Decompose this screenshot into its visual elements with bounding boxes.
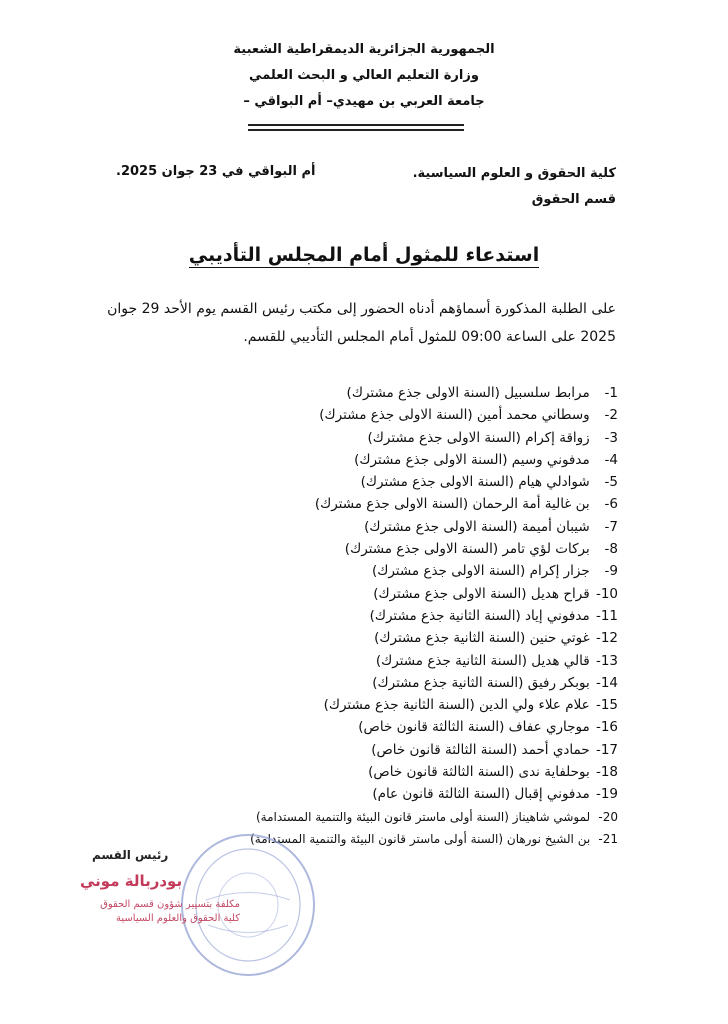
- list-item: 4- مدفوني وسيم (السنة الاولى جذع مشترك): [354, 451, 618, 468]
- body-line-1: على الطلبة المذكورة أسماؤهم أدناه الحضور إلى مكتب رئيس القسم يوم الأحد 29 جوان: [107, 301, 616, 317]
- header-rule-top: [248, 124, 464, 126]
- header-rule-bottom: [248, 129, 464, 131]
- signature-name: بودربالة موني: [80, 872, 183, 890]
- list-item: 11- مدفوني إياد (السنة الثانية جذع مشترك): [369, 607, 618, 624]
- list-item: 12- غوتي حنين (السنة الثانية جذع مشترك): [374, 630, 618, 647]
- list-item: 16- موجاري عفاف (السنة الثالثة قانون خاص): [358, 719, 618, 736]
- faculty-name: كلية الحقوق و العلوم السياسية.: [412, 166, 616, 181]
- signature-stamp-line-1: مكلفة بتسيير شؤون قسم الحقوق: [100, 899, 240, 910]
- body-line-2: 2025 على الساعة 09:00 للمثول أمام المجلس التأديبي للقسم.: [243, 329, 616, 345]
- list-item: 14- بوبكر رفيق (السنة الثانية جذع مشترك): [372, 674, 618, 691]
- list-item: 5- شوادلي هيام (السنة الاولى جذع مشترك): [360, 474, 618, 491]
- list-item: 17- حمادي أحمد (السنة الثالثة قانون خاص): [371, 741, 618, 758]
- list-item: 3- زواقة إكرام (السنة الاولى جذع مشترك): [367, 429, 618, 446]
- document-title-text: استدعاء للمثول أمام المجلس التأديبي: [188, 244, 540, 266]
- list-item: 10- قراح هديل (السنة الاولى جذع مشترك): [373, 585, 618, 602]
- header-ministry: وزارة التعليم العالي و البحث العلمي: [249, 68, 479, 83]
- list-item: 9- جزار إكرام (السنة الاولى جذع مشترك): [371, 563, 618, 580]
- list-item: 18- بوحلفاية ندى (السنة الثالثة قانون خاص): [368, 764, 618, 781]
- list-item: 6- بن غالية أمة الرحمان (السنة الاولى جذع مشترك): [314, 496, 618, 513]
- document-title: [0, 244, 728, 266]
- department-name: قسم الحقوق: [531, 192, 616, 207]
- signature-stamp-text: [40, 898, 240, 926]
- document-date: أم البواقي في 23 جوان 2025.: [116, 164, 316, 179]
- list-item: 15- علام علاء ولي الدين (السنة الثانية جذع مشترك): [323, 697, 618, 714]
- list-item: 21- بن الشيخ نورهان (السنة أولى ماستر قانون البيئة والتنمية المستدامة): [250, 831, 618, 846]
- signature-title: رئيس القسم: [92, 848, 169, 862]
- list-item: 13- قالي هديل (السنة الثانية جذع مشترك): [375, 652, 618, 669]
- list-item: 8- بركات لؤي تامر (السنة الاولى جذع مشترك): [344, 541, 618, 558]
- list-item: 19- مدفوني إقبال (السنة الثالثة قانون عام): [372, 786, 618, 803]
- list-item: 7- شيبان أميمة (السنة الاولى جذع مشترك): [364, 518, 618, 535]
- header-republic: الجمهورية الجزائرية الديمقراطية الشعبية: [233, 42, 495, 57]
- header-university: جامعة العربي بن مهيدي– أم البواقي –: [243, 94, 485, 109]
- list-item: 1- مرابط سلسبيل (السنة الاولى جذع مشترك): [346, 385, 618, 401]
- list-item: 2- وسطاني محمد أمين (السنة الاولى جذع مشترك): [319, 407, 618, 424]
- list-item: 20- لموشي شاهيناز (السنة أولى ماستر قانون البيئة والتنمية المستدامة): [255, 809, 618, 824]
- signature-stamp-line-2: كلية الحقوق والعلوم السياسية: [116, 913, 240, 924]
- students-list: [158, 382, 618, 850]
